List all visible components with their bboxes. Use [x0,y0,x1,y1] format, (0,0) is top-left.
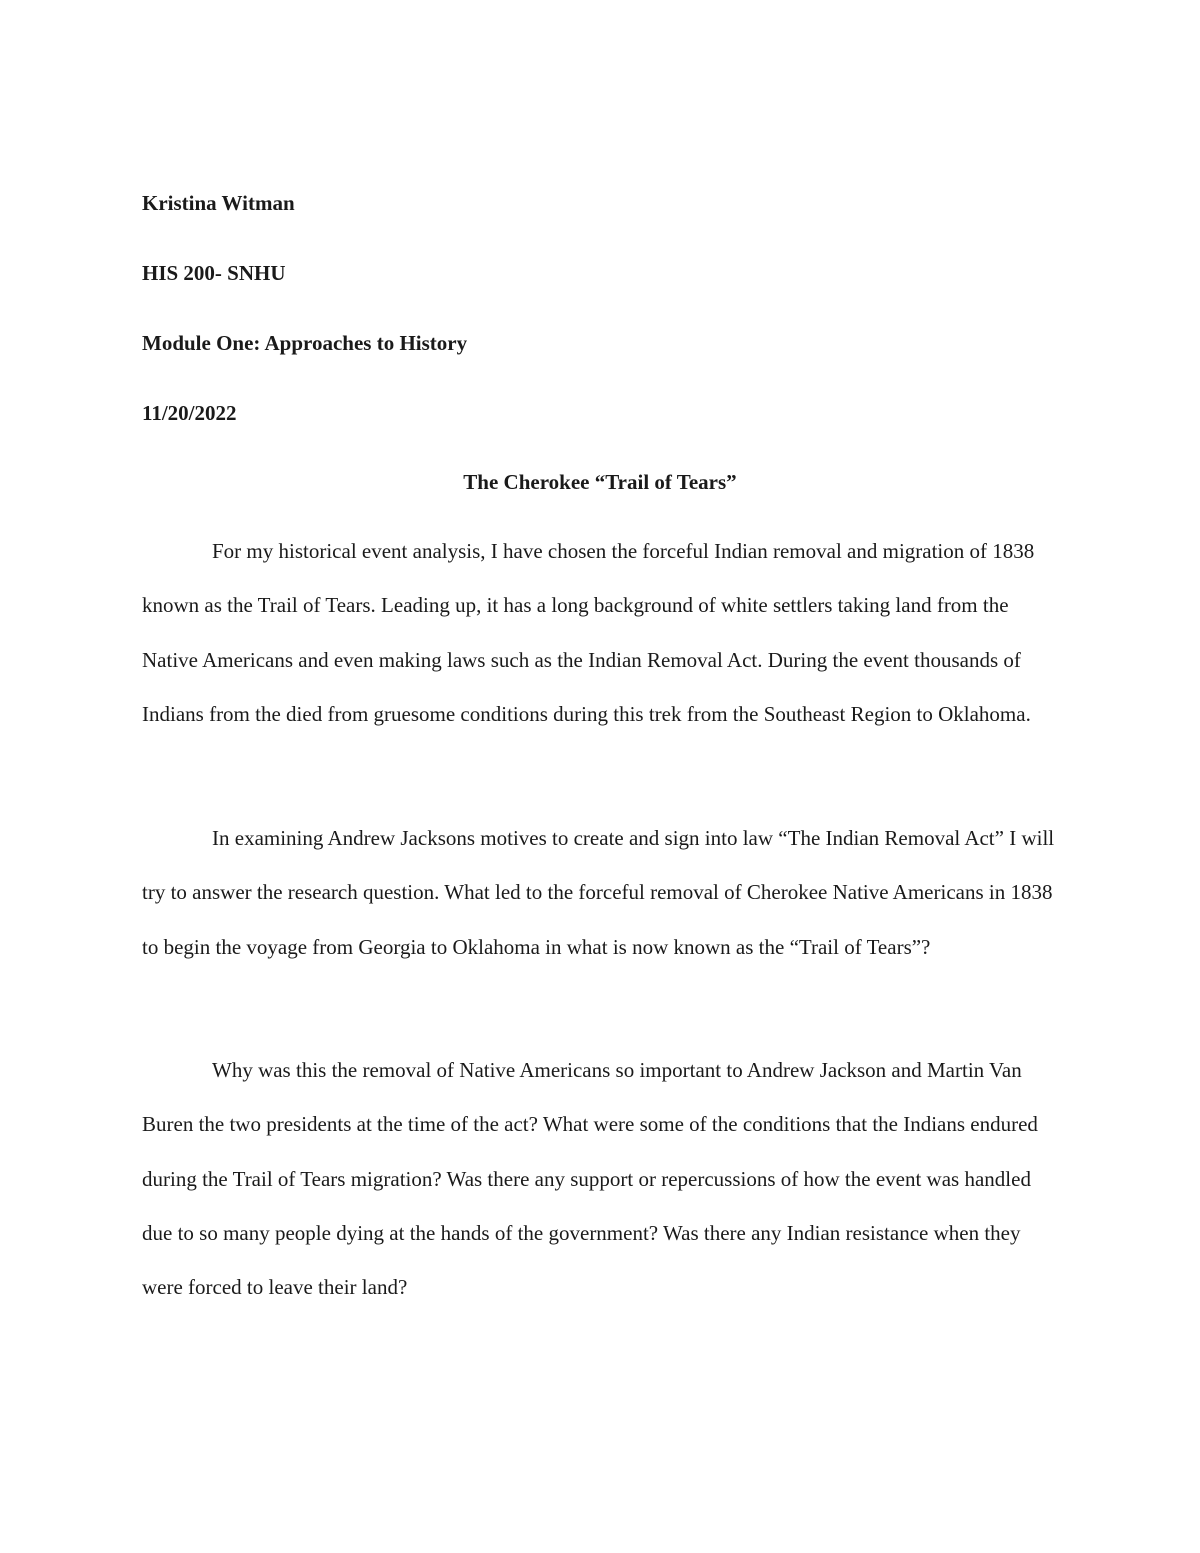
document-date: 11/20/2022 [142,401,237,425]
author-name: Kristina Witman [142,191,295,215]
paragraph-3: Why was this the removal of Native Americans so important to Andrew Jackson and Martin Van Buren the two presidents at the time of the act? What were some of the conditions that the Indians endured during the Trail of Tears migration? Was there any support or repercussions of how the event was handled due to so many people dying at the hands of the government? Was there any Indian resistance when they were forced to leave their land? [142,1058,1038,1300]
module-name: Module One: Approaches to History [142,331,468,355]
paragraph-2: In examining Andrew Jacksons motives to create and sign into law “The Indian Removal Act” I will try to answer the research question. What led to the forceful removal of Cherokee Native Americans in 1838 to begin the voyage from Georgia to Oklahoma in what is now known as the “Trail of Tears”? [142,826,1055,959]
course-name: HIS 200- SNHU [142,261,286,285]
paragraph-1: For my historical event analysis, I have chosen the forceful Indian removal and migration of 1838 known as the Trail of Tears. Leading up, it has a long background of white settlers taking land from the Native Americans and even making laws such as the Indian Removal Act. During the event thousands of Indians from the died from gruesome conditions during this trek from the Southeast Region to Oklahoma. [142,539,1035,726]
document-title: The Cherokee “Trail of Tears” [463,470,737,494]
